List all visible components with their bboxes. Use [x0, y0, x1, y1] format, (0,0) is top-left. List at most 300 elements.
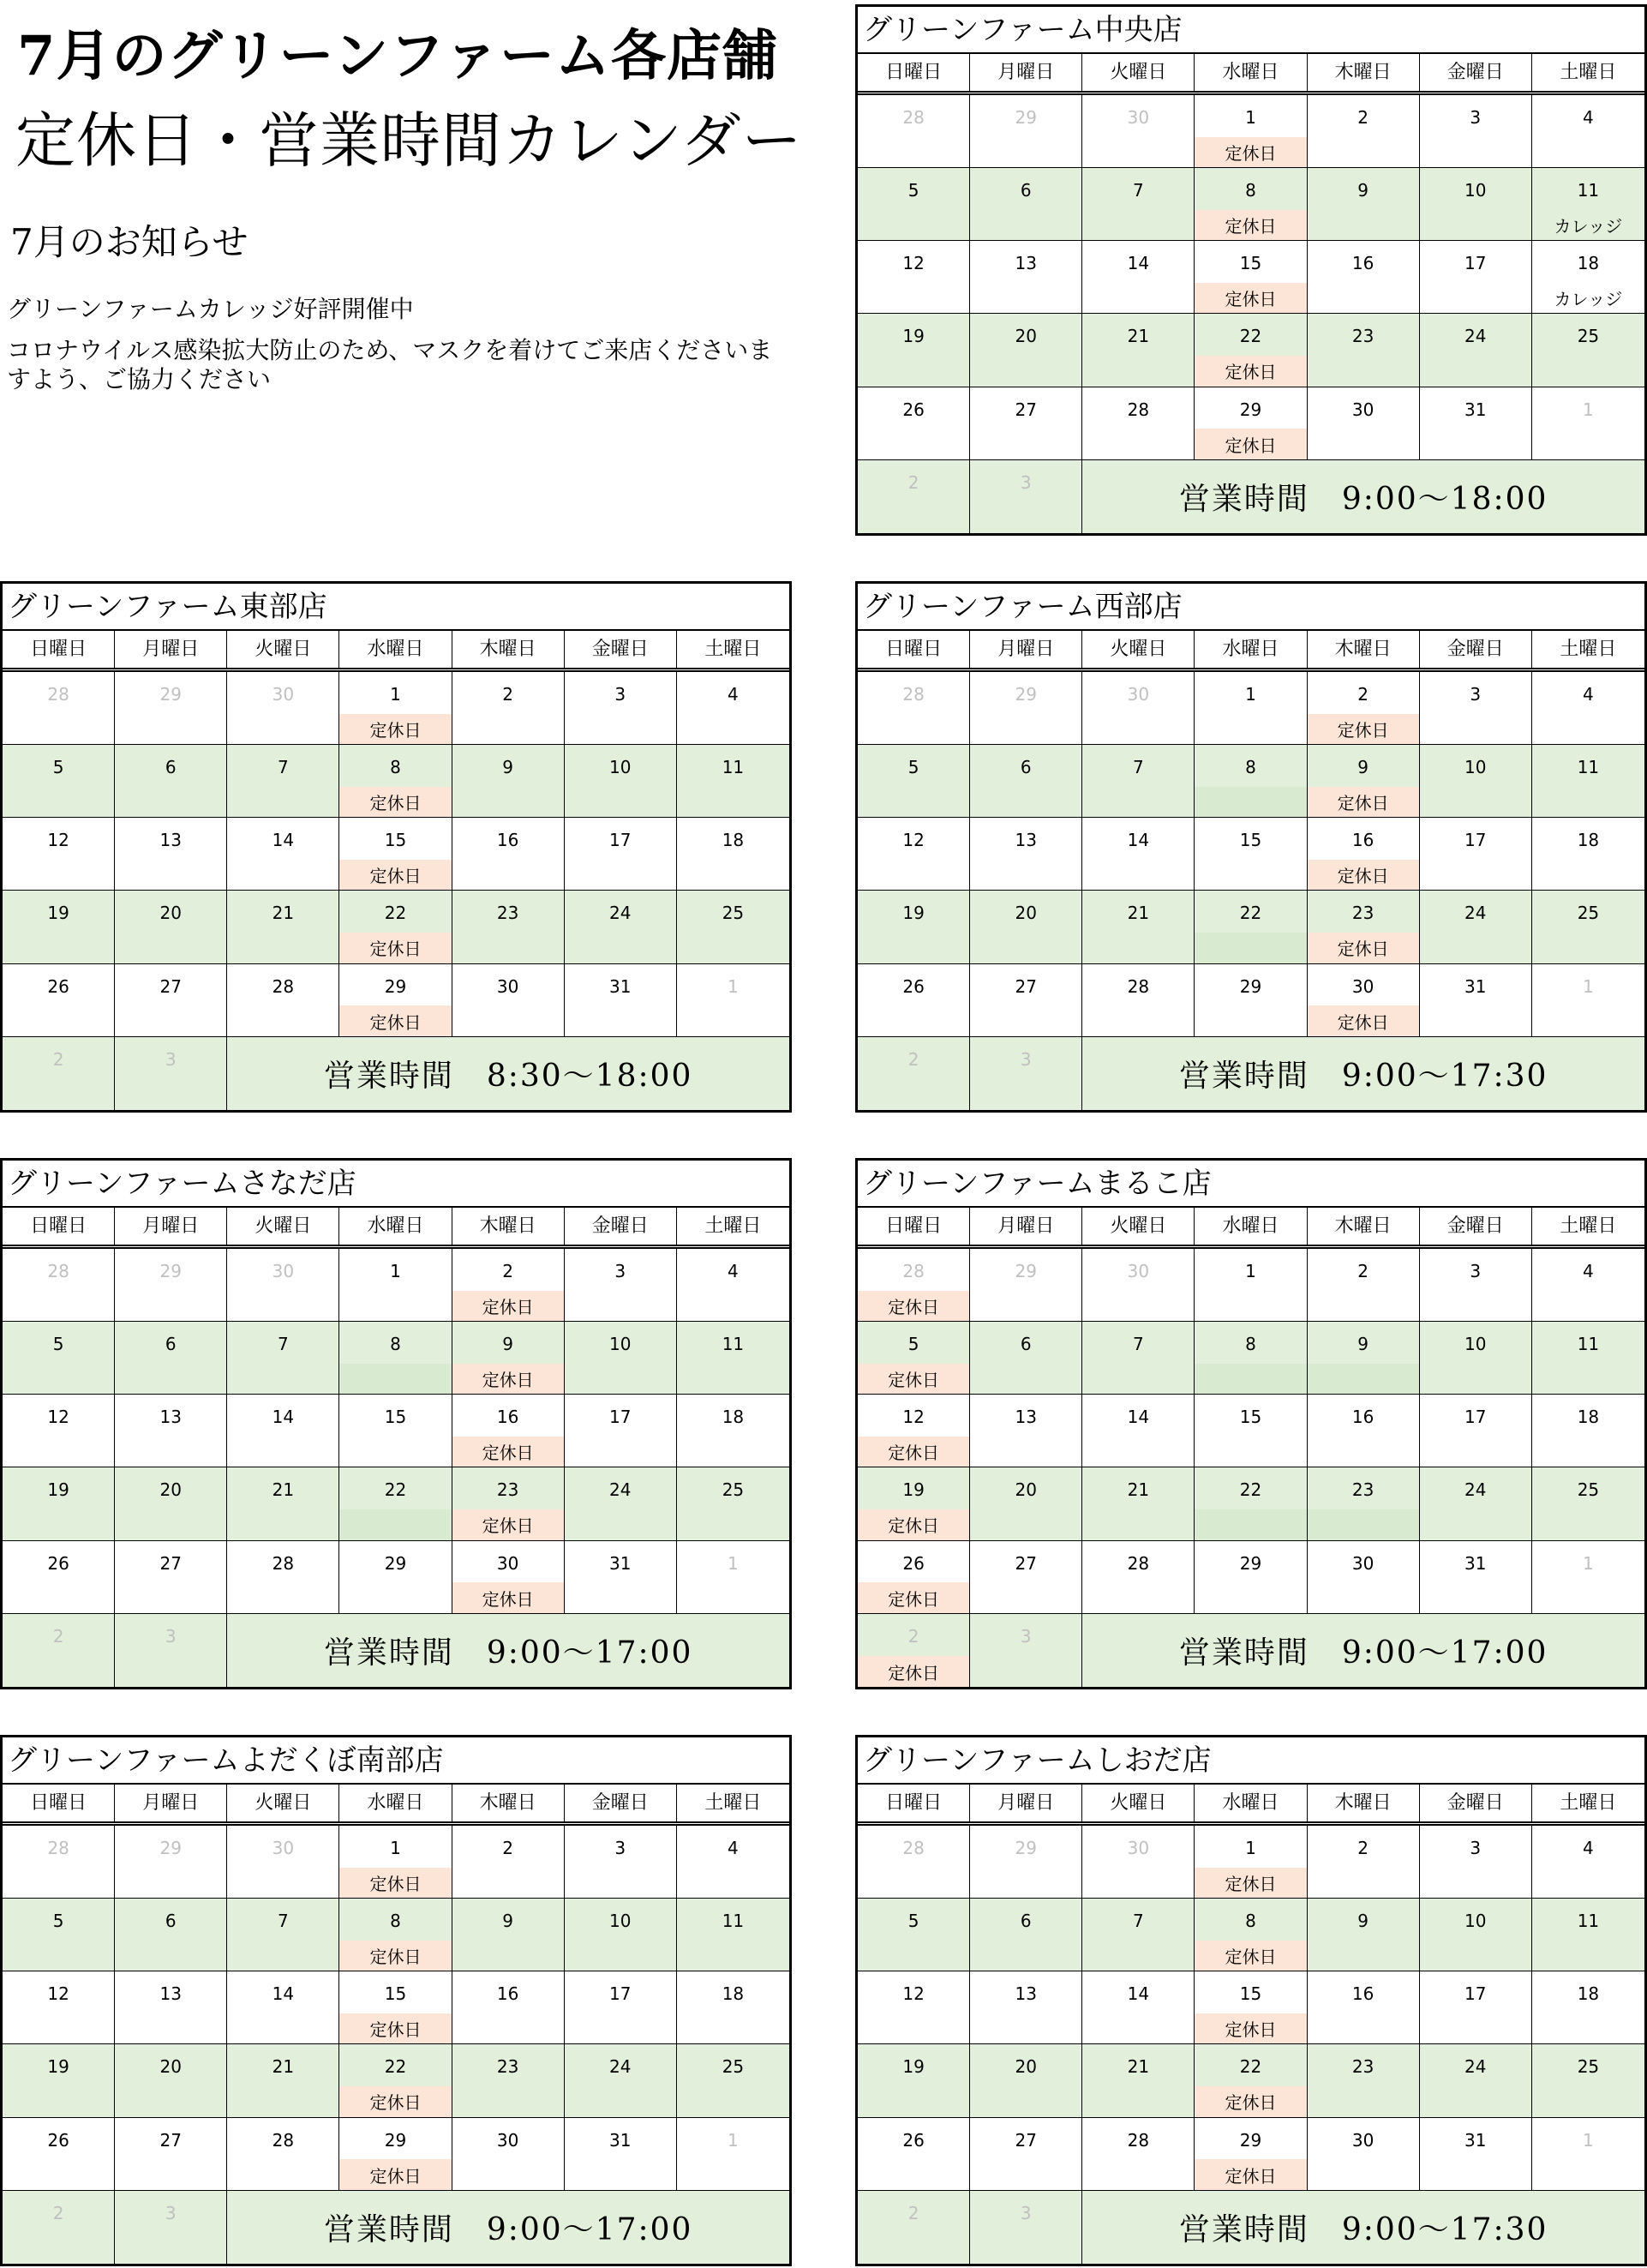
day-number: 17 — [1464, 830, 1487, 851]
day-cell — [565, 1899, 677, 1971]
day-cell — [970, 818, 1082, 891]
day-cell — [1308, 818, 1420, 891]
closed-day-badge: 定休日 — [1195, 2013, 1306, 2043]
day-number: 21 — [272, 2056, 295, 2078]
day-cell — [3, 1037, 115, 1110]
closed-day-badge: 定休日 — [339, 860, 451, 890]
weekday-label: 水曜日 — [1195, 54, 1307, 91]
day-cell — [3, 964, 115, 1037]
day-cell — [970, 1826, 1082, 1899]
day-number: 19 — [902, 903, 925, 924]
day-cell — [565, 1826, 677, 1899]
day-number: 28 — [1127, 1552, 1150, 1574]
day-cell — [970, 891, 1082, 963]
day-number: 3 — [614, 1838, 626, 1858]
day-number: 15 — [1239, 1983, 1262, 2005]
day-cell — [3, 2191, 115, 2264]
shaded-area — [339, 1509, 451, 1539]
day-cell — [115, 1249, 227, 1322]
day-number: 2 — [502, 684, 513, 705]
day-number: 8 — [1245, 1334, 1256, 1355]
day-number: 2 — [1357, 1261, 1369, 1281]
day-cell — [1082, 672, 1195, 745]
day-cell — [858, 672, 970, 745]
day-cell — [3, 672, 115, 745]
day-cell — [1308, 241, 1420, 314]
day-number: 12 — [47, 1983, 69, 2005]
day-cell — [858, 95, 970, 168]
closed-day-badge: 定休日 — [339, 933, 451, 963]
day-number: 4 — [1583, 107, 1594, 128]
day-cell — [1532, 168, 1644, 241]
day-cell — [1195, 1467, 1307, 1540]
day-number: 25 — [1577, 326, 1600, 347]
day-number: 12 — [902, 830, 925, 851]
weekday-label: 土曜日 — [704, 639, 762, 660]
day-cell — [339, 964, 452, 1037]
closed-day-badge: 定休日 — [858, 1509, 969, 1539]
day-cell — [339, 1899, 452, 1971]
day-number: 30 — [1127, 1261, 1150, 1281]
day-number: 26 — [47, 975, 69, 997]
day-cell — [1420, 1322, 1532, 1395]
day-number: 18 — [1577, 1983, 1600, 2005]
day-number: 18 — [1577, 830, 1600, 851]
day-number: 31 — [1464, 399, 1487, 420]
day-cell — [858, 387, 970, 460]
day-cell — [858, 2044, 970, 2117]
day-cell — [858, 1037, 970, 1110]
day-cell — [115, 2118, 227, 2191]
business-hours: 営業時間 9:00～17:00 — [227, 2191, 789, 2264]
day-cell — [1308, 1249, 1420, 1322]
day-number: 30 — [1127, 684, 1150, 705]
day-cell — [1532, 241, 1644, 314]
day-cell — [227, 1249, 339, 1322]
weekday-label: 金曜日 — [565, 1208, 677, 1245]
day-number: 7 — [1132, 180, 1144, 201]
day-number: 16 — [1351, 1407, 1374, 1428]
day-cell — [339, 1322, 452, 1395]
day-cell — [1420, 1249, 1532, 1322]
day-number: 2 — [1357, 1838, 1369, 1858]
day-number: 29 — [1015, 1261, 1037, 1281]
day-number: 30 — [496, 975, 519, 997]
weekday-label: 木曜日 — [452, 1208, 565, 1245]
day-number: 1 — [1583, 399, 1594, 420]
shaded-area — [339, 1364, 451, 1394]
day-cell — [115, 1899, 227, 1971]
day-number: 28 — [47, 684, 69, 705]
weekday-label: 木曜日 — [1308, 631, 1420, 668]
day-number: 21 — [1127, 2056, 1150, 2078]
day-number: 29 — [1015, 684, 1037, 705]
day-number: 18 — [722, 1407, 745, 1428]
day-cell — [565, 1249, 677, 1322]
day-number: 11 — [722, 1911, 745, 1932]
day-cell — [1082, 1826, 1195, 1899]
day-cell — [565, 1541, 677, 1614]
day-number: 10 — [609, 757, 632, 778]
closed-day-badge: 定休日 — [1195, 2086, 1306, 2116]
weekday-header — [3, 1785, 789, 1826]
day-number: 31 — [609, 975, 632, 997]
day-cell — [115, 1614, 227, 1687]
day-cell — [452, 1971, 565, 2044]
day-number: 24 — [609, 2056, 632, 2078]
day-cell — [1420, 1541, 1532, 1614]
day-number: 25 — [722, 903, 745, 924]
day-number: 11 — [1577, 1334, 1600, 1355]
day-number: 1 — [1245, 684, 1256, 705]
notice-list — [7, 295, 778, 406]
day-number: 22 — [1239, 903, 1262, 924]
day-number: 2 — [907, 1625, 919, 1647]
day-number: 13 — [1015, 1983, 1037, 2005]
day-cell — [115, 964, 227, 1037]
shaded-area — [1195, 1364, 1306, 1394]
day-cell — [3, 2118, 115, 2191]
day-number: 2 — [52, 1625, 64, 1647]
day-number: 15 — [1239, 830, 1262, 851]
day-cell — [858, 1899, 970, 1971]
day-cell — [1308, 1395, 1420, 1467]
day-number: 26 — [47, 2129, 69, 2151]
calendar-maruko-store — [855, 1158, 1647, 1689]
day-cell — [1195, 1541, 1307, 1614]
day-number: 1 — [728, 975, 739, 997]
day-number: 1 — [390, 1838, 401, 1858]
day-number: 8 — [1245, 757, 1256, 778]
day-number: 25 — [1577, 1479, 1600, 1501]
day-number: 31 — [609, 1552, 632, 1574]
day-number: 31 — [609, 2129, 632, 2151]
day-cell — [1532, 964, 1644, 1037]
day-number: 10 — [1464, 1911, 1487, 1932]
day-number: 15 — [384, 1407, 407, 1428]
day-cell — [565, 964, 677, 1037]
notice-item: コロナウイルス感染拡大防止のため、マスクを着けてご来店くださいますよう、ご協力ください — [7, 336, 773, 393]
day-number: 29 — [159, 684, 182, 705]
day-number: 6 — [165, 1334, 177, 1355]
day-number: 28 — [902, 107, 925, 128]
day-cell — [1308, 672, 1420, 745]
day-cell — [115, 1395, 227, 1467]
day-number: 5 — [907, 1334, 919, 1355]
day-number: 4 — [1583, 1838, 1594, 1858]
day-cell — [677, 1899, 789, 1971]
weekday-label: 水曜日 — [1195, 631, 1307, 668]
day-number: 20 — [1015, 1479, 1037, 1501]
day-number: 26 — [902, 975, 925, 997]
day-number: 28 — [272, 2129, 295, 2151]
day-cell — [339, 1541, 452, 1614]
weekday-label: 火曜日 — [1082, 1785, 1195, 1821]
day-number: 28 — [1127, 399, 1150, 420]
day-number: 12 — [47, 830, 69, 851]
day-number: 5 — [52, 757, 64, 778]
day-cell — [115, 2191, 227, 2264]
day-number: 26 — [902, 399, 925, 420]
day-number: 27 — [1015, 399, 1037, 420]
day-number: 28 — [1127, 2129, 1150, 2151]
day-cell — [1195, 314, 1307, 387]
calendar-east-store — [0, 581, 792, 1113]
day-cell — [1082, 2044, 1195, 2117]
day-cell — [1532, 1899, 1644, 1971]
day-cell — [1082, 1899, 1195, 1971]
day-cell — [339, 1249, 452, 1322]
day-number: 14 — [1127, 1407, 1150, 1428]
day-number: 21 — [1127, 326, 1150, 347]
day-number: 1 — [390, 684, 401, 705]
closed-day-badge: 定休日 — [1195, 137, 1306, 167]
day-cell — [339, 672, 452, 745]
calendar-grid — [858, 95, 1644, 533]
store-name: グリーンファームしおだ店 — [858, 1737, 1644, 1785]
day-cell — [970, 314, 1082, 387]
closed-day-badge: 定休日 — [1308, 860, 1419, 890]
day-cell — [677, 2118, 789, 2191]
day-number: 3 — [1020, 2202, 1032, 2223]
day-cell — [677, 1395, 789, 1467]
day-cell — [339, 2118, 452, 2191]
day-cell — [1195, 387, 1307, 460]
day-number: 24 — [1464, 903, 1487, 924]
day-number: 30 — [1351, 975, 1374, 997]
day-cell — [970, 1395, 1082, 1467]
day-cell — [1420, 241, 1532, 314]
day-cell — [970, 1249, 1082, 1322]
weekday-label: 日曜日 — [858, 1208, 970, 1245]
day-number: 10 — [1464, 1334, 1487, 1355]
day-cell — [970, 1541, 1082, 1614]
day-number: 28 — [47, 1261, 69, 1281]
day-number: 7 — [277, 757, 289, 778]
day-cell — [1420, 1395, 1532, 1467]
weekday-label: 水曜日 — [339, 1208, 452, 1245]
day-cell — [565, 745, 677, 818]
day-cell — [452, 745, 565, 818]
day-number: 27 — [159, 975, 182, 997]
day-cell — [452, 818, 565, 891]
calendar-central-store — [855, 4, 1647, 536]
day-cell — [452, 891, 565, 963]
day-cell — [1532, 745, 1644, 818]
business-hours: 営業時間 9:00～17:30 — [1082, 1037, 1644, 1110]
calendar-shioda-store — [855, 1735, 1647, 2266]
day-cell — [858, 1467, 970, 1540]
day-cell — [3, 818, 115, 891]
weekday-label: 日曜日 — [3, 1208, 115, 1245]
day-cell — [1308, 1322, 1420, 1395]
day-number: 22 — [384, 1479, 407, 1501]
day-cell — [1532, 1322, 1644, 1395]
day-cell — [452, 2044, 565, 2117]
day-cell — [3, 891, 115, 963]
day-number: 4 — [1583, 1261, 1594, 1281]
day-number: 16 — [1351, 830, 1374, 851]
day-cell — [970, 2191, 1082, 2264]
day-cell — [1420, 672, 1532, 745]
day-cell — [1420, 891, 1532, 963]
day-number: 2 — [907, 471, 919, 493]
closed-day-badge: 定休日 — [339, 787, 451, 817]
day-number: 30 — [272, 684, 295, 705]
calendar-grid — [858, 672, 1644, 1110]
weekday-label: 土曜日 — [1560, 1215, 1617, 1237]
day-cell — [1308, 745, 1420, 818]
day-number: 25 — [1577, 2056, 1600, 2078]
weekday-label: 金曜日 — [1420, 1785, 1532, 1821]
notice-item: グリーンファームカレッジ好評開催中 — [7, 295, 414, 323]
closed-day-badge: 定休日 — [452, 1437, 564, 1467]
day-cell — [677, 2044, 789, 2117]
closed-day-badge: 定休日 — [858, 1656, 969, 1687]
weekday-label: 木曜日 — [452, 1785, 565, 1821]
closed-day-badge: 定休日 — [858, 1437, 969, 1467]
shaded-area — [1308, 1364, 1419, 1394]
day-number: 12 — [902, 1407, 925, 1428]
day-cell — [115, 818, 227, 891]
day-number: 9 — [1357, 180, 1369, 201]
day-cell — [1532, 672, 1644, 745]
day-number: 27 — [159, 1552, 182, 1574]
day-number: 3 — [165, 2202, 177, 2223]
day-number: 3 — [614, 1261, 626, 1281]
day-cell — [115, 1971, 227, 2044]
day-number: 2 — [502, 1261, 513, 1281]
day-cell — [970, 1322, 1082, 1395]
day-number: 16 — [496, 1983, 519, 2005]
closed-day-badge: 定休日 — [339, 1005, 451, 1035]
day-number: 29 — [159, 1261, 182, 1281]
day-number: 3 — [165, 1625, 177, 1647]
day-cell — [452, 1467, 565, 1540]
weekday-label: 水曜日 — [339, 1785, 452, 1821]
day-number: 26 — [902, 2129, 925, 2151]
day-number: 18 — [722, 830, 745, 851]
day-number: 1 — [1583, 975, 1594, 997]
day-number: 16 — [496, 830, 519, 851]
day-cell — [858, 964, 970, 1037]
business-hours: 営業時間 9:00～17:00 — [1082, 1614, 1644, 1687]
day-number: 14 — [1127, 253, 1150, 274]
weekday-label: 金曜日 — [1420, 631, 1532, 668]
closed-day-badge: 定休日 — [1195, 429, 1306, 459]
closed-day-badge: 定休日 — [858, 1364, 969, 1394]
day-number: 4 — [728, 1261, 739, 1281]
weekday-label: 月曜日 — [115, 631, 227, 668]
day-cell — [858, 2118, 970, 2191]
day-number: 29 — [1239, 399, 1262, 420]
day-number: 11 — [1577, 180, 1600, 201]
weekday-label: 火曜日 — [1082, 631, 1195, 668]
day-number: 5 — [907, 180, 919, 201]
closed-day-badge: 定休日 — [339, 714, 451, 744]
day-cell — [858, 1971, 970, 2044]
business-hours: 営業時間 9:00～18:00 — [1082, 460, 1644, 533]
day-cell — [1532, 1541, 1644, 1614]
day-cell — [1082, 241, 1195, 314]
day-cell — [1082, 1249, 1195, 1322]
day-number: 30 — [496, 1552, 519, 1574]
calendar-yodakubo-south-store — [0, 1735, 792, 2266]
day-cell — [1420, 1899, 1532, 1971]
day-cell — [3, 1467, 115, 1540]
day-number: 5 — [907, 1911, 919, 1932]
day-number: 14 — [272, 1407, 295, 1428]
day-number: 9 — [1357, 1334, 1369, 1355]
college-label: カレッジ — [1554, 216, 1623, 237]
weekday-label: 土曜日 — [1560, 62, 1617, 83]
day-number: 23 — [1351, 2056, 1374, 2078]
closed-day-badge: 定休日 — [452, 1364, 564, 1394]
day-number: 2 — [52, 2202, 64, 2223]
day-number: 29 — [1239, 1552, 1262, 1574]
day-number: 29 — [1015, 1838, 1037, 1858]
day-number: 13 — [1015, 1407, 1037, 1428]
closed-day-badge: 定休日 — [452, 1509, 564, 1539]
day-cell — [227, 1899, 339, 1971]
day-cell — [1420, 168, 1532, 241]
day-number: 30 — [272, 1838, 295, 1858]
day-cell — [970, 1899, 1082, 1971]
day-number: 25 — [1577, 903, 1600, 924]
day-number: 2 — [907, 2202, 919, 2223]
day-cell — [452, 672, 565, 745]
closed-day-badge: 定休日 — [452, 1291, 564, 1321]
store-name: グリーンファームさなだ店 — [3, 1161, 789, 1208]
day-cell — [1082, 891, 1195, 963]
day-number: 31 — [1464, 1552, 1487, 1574]
weekday-label: 水曜日 — [1195, 1785, 1307, 1821]
day-number: 9 — [502, 757, 513, 778]
day-cell — [452, 1541, 565, 1614]
day-cell — [1532, 2044, 1644, 2117]
day-cell — [3, 2044, 115, 2117]
day-number: 13 — [1015, 830, 1037, 851]
day-cell — [970, 168, 1082, 241]
day-number: 30 — [1351, 1552, 1374, 1574]
closed-day-badge: 定休日 — [1195, 2159, 1306, 2189]
weekday-label: 水曜日 — [339, 631, 452, 668]
day-cell — [1082, 818, 1195, 891]
day-number: 11 — [722, 1334, 745, 1355]
day-number: 20 — [1015, 2056, 1037, 2078]
day-cell — [1195, 891, 1307, 963]
day-cell — [677, 1322, 789, 1395]
day-cell — [858, 2191, 970, 2264]
weekday-label: 月曜日 — [970, 631, 1082, 668]
day-number: 23 — [496, 1479, 519, 1501]
day-number: 27 — [1015, 2129, 1037, 2151]
day-cell — [227, 1541, 339, 1614]
day-cell — [1195, 672, 1307, 745]
store-name: グリーンファーム中央店 — [858, 7, 1644, 54]
day-cell — [1420, 314, 1532, 387]
day-cell — [1195, 964, 1307, 1037]
shaded-area — [1195, 787, 1306, 817]
day-cell — [565, 1467, 677, 1540]
day-number: 1 — [1583, 2129, 1594, 2151]
day-cell — [1195, 95, 1307, 168]
day-cell — [1420, 1467, 1532, 1540]
day-cell — [677, 818, 789, 891]
day-number: 21 — [1127, 903, 1150, 924]
weekday-label: 火曜日 — [227, 1785, 339, 1821]
day-number: 2 — [1357, 684, 1369, 705]
